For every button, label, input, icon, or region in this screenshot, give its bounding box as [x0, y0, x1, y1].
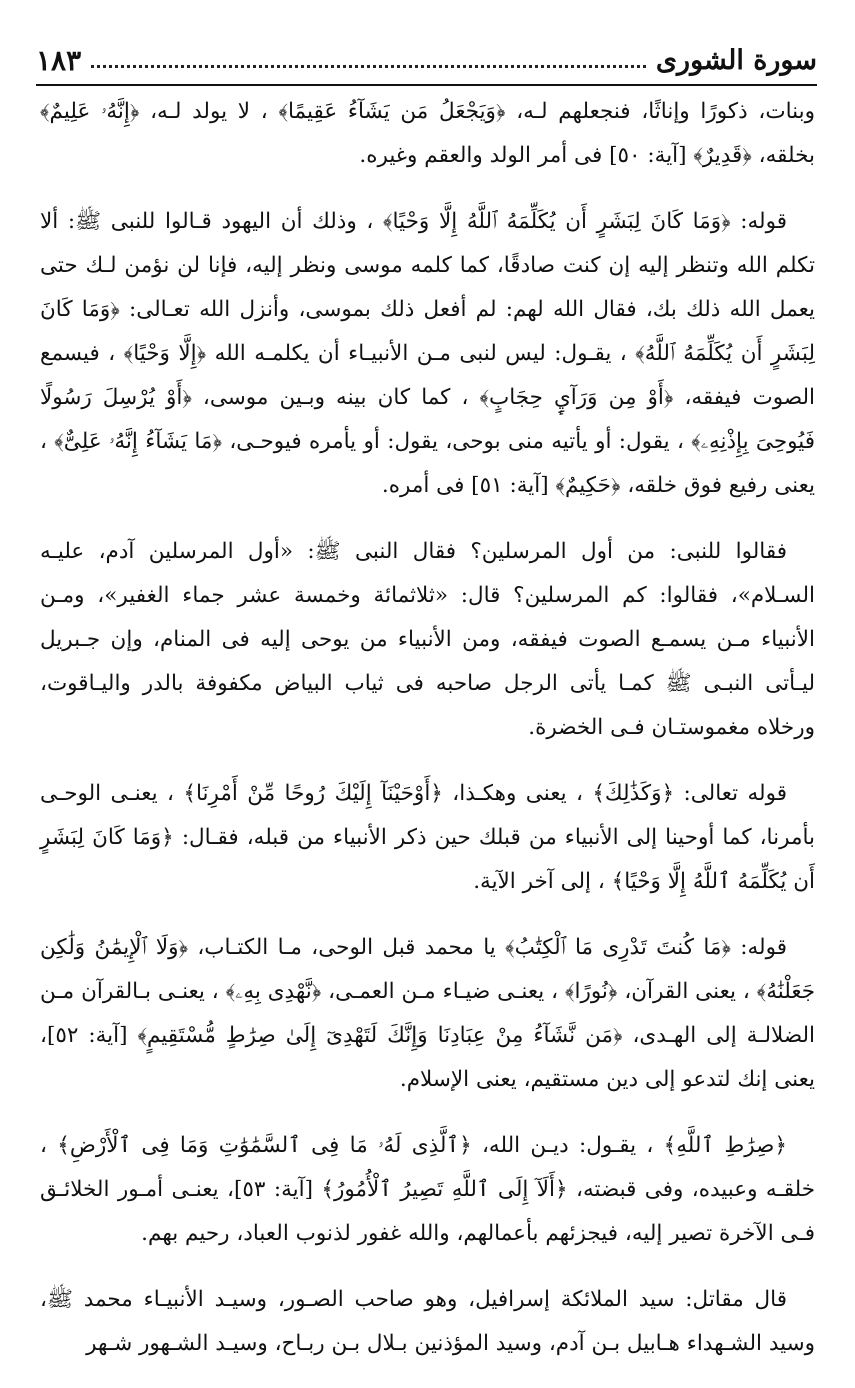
paragraph-3: فقالوا للنبى: من أول المرسلين؟ فقال النبى ﷺ: «أول المرسلين آدم، عليـه السـلام»، فقالوا: كم المرسلين؟ قال: «ثلاثمائة وخمسة عشر جماء الغفير»، ومـن الأنبياء مـن يسمـع الصوت فيفقه، ومن الأنبياء من يوحى إليه فى المنام، وإن جـبريل ليـأتى النبـى ﷺ كمـا يأتى الرجل صاحبه فى ثياب البياض مكفوفة بالدر واليـاقوت، ورخلاه مغموستـان فـى الخضرة. [40, 539, 815, 740]
paragraph-6: ﴿صِرَٰطِ ٱللَّهِ﴾ ، يقـول: ديـن الله، ﴿ٱلَّذِى لَهُۥ مَا فِى ٱلسَّمَٰوَٰتِ وَمَا فِى ٱلْأَرْضِ﴾ ، خلقـه وعبيده، وفى قبضته، ﴿أَلَآ إِلَى ٱللَّهِ تَصِيرُ ٱلْأُمُورُ﴾ [آية: ٥٣]، يعنـى أمـور الخلائـق فـى الآخرة تصير إليه، فيجزئهم بأعمالهم، والله غفور لذنوب العباد، رحيم بهم. [40, 1133, 816, 1246]
page-header [36, 38, 817, 82]
paragraph-1: وبنات، ذكورًا وإناثًا، فنجعلهم لـه، ﴿وَيَجْعَلُ مَن يَشَآءُ عَقِيمًا﴾ ، لا يولد لـه، ﴿إِنَّهُۥ عَلِيمٌ﴾ بخلقه، ﴿قَدِيرٌ﴾ [آية: ٥٠] فى أمر الولد والعقم وغيره. [40, 99, 815, 168]
paragraph-5: قوله: ﴿مَا كُنتَ تَدْرِى مَا ٱلْكِتَٰبُ﴾ يا محمد قبل الوحى، مـا الكتـاب، ﴿وَلَا ٱلْإِيمَٰنُ وَلَٰكِن جَعَلْنَٰهُ﴾ ، يعنى القرآن، ﴿نُورًا﴾ ، يعنـى ضيـاء مـن العمـى، ﴿نَّهْدِى بِهِۦ﴾ ، يعنـى بـالقرآن مـن الضلالـة إلى الهـدى، ﴿مَن نَّشَآءُ مِنْ عِبَادِنَا وَإِنَّكَ لَتَهْدِىٓ إِلَىٰ صِرَٰطٍ مُّسْتَقِيمٍ﴾ [آية: ٥٢]، يعنى إنك لتدعو إلى دين مستقيم، يعنى الإسلام. [40, 935, 815, 1092]
paragraph-7: قال مقاتل: سيد الملائكة إسرافيل، وهو صاحب الصـور، وسيـد الأنبيـاء محمد ﷺ، وسيد الشـهداء هـابيل بـن آدم، وسيد المؤذنين بـلال بـن ربـاح، وسيـد الشـهور شـهر [40, 1287, 815, 1356]
page-body [40, 90, 815, 1388]
header-dotted-leader [91, 65, 646, 68]
paragraph-4: قوله تعالى: ﴿وَكَذَٰلِكَ﴾ ، يعنى وهكـذا، ﴿أَوْحَيْنَآ إِلَيْكَ رُوحًا مِّنْ أَمْرِنَا﴾ ، يعنـى الوحـى بأمرنا، كما أوحينا إلى الأنبياء من قبلك حين ذكر الأنبياء من قبله، فقـال: ﴿وَمَا كَانَ لِبَشَرٍ أَن يُكَلِّمَهُ ٱللَّهُ إِلَّا وَحْيًا﴾ ، إلى آخر الآية. [40, 781, 815, 894]
paragraph-2: قوله: ﴿وَمَا كَانَ لِبَشَرٍ أَن يُكَلِّمَهُ ٱللَّهُ إِلَّا وَحْيًا﴾ ، وذلك أن اليهود قـالوا للنبى ﷺ: ألا تكلم الله وتنظر إليه إن كنت صادقًا، كما كلمه موسى ونظر إليه، فإنا لن نؤمن لـك حتى يعمل الله ذلك بك، فقال الله لهم: لم أفعل ذلك بموسى، وأنزل الله تعـالى: ﴿وَمَا كَانَ لِبَشَرٍ أَن يُكَلِّمَهُ ٱللَّهُ﴾ ، يقـول: ليس لنبى مـن الأنبيـاء أن يكلمـه الله ﴿إِلَّا وَحْيًا﴾ ، فيسمع الصوت فيفقه، ﴿أَوْ مِن وَرَآيِٕ حِجَابٍ﴾ ، كما كان بينه وبـين موسى، ﴿أَوْ يُرْسِلَ رَسُولًا فَيُوحِىَ بِإِذْنِهِۦ﴾ ، يقول: أو يأتيه منى بوحى، يقول: أو يأمره فيوحـى، ﴿مَا يَشَآءُ إِنَّهُۥ عَلِىٌّ﴾ ، يعنى رفيع فوق خلقه، ﴿حَكِيمٌ﴾ [آية: ٥١] فى أمره. [40, 209, 815, 498]
sura-title: سورة الشورى [655, 44, 817, 76]
page-number: ١٨٣ [36, 43, 82, 77]
header-divider [36, 84, 817, 86]
